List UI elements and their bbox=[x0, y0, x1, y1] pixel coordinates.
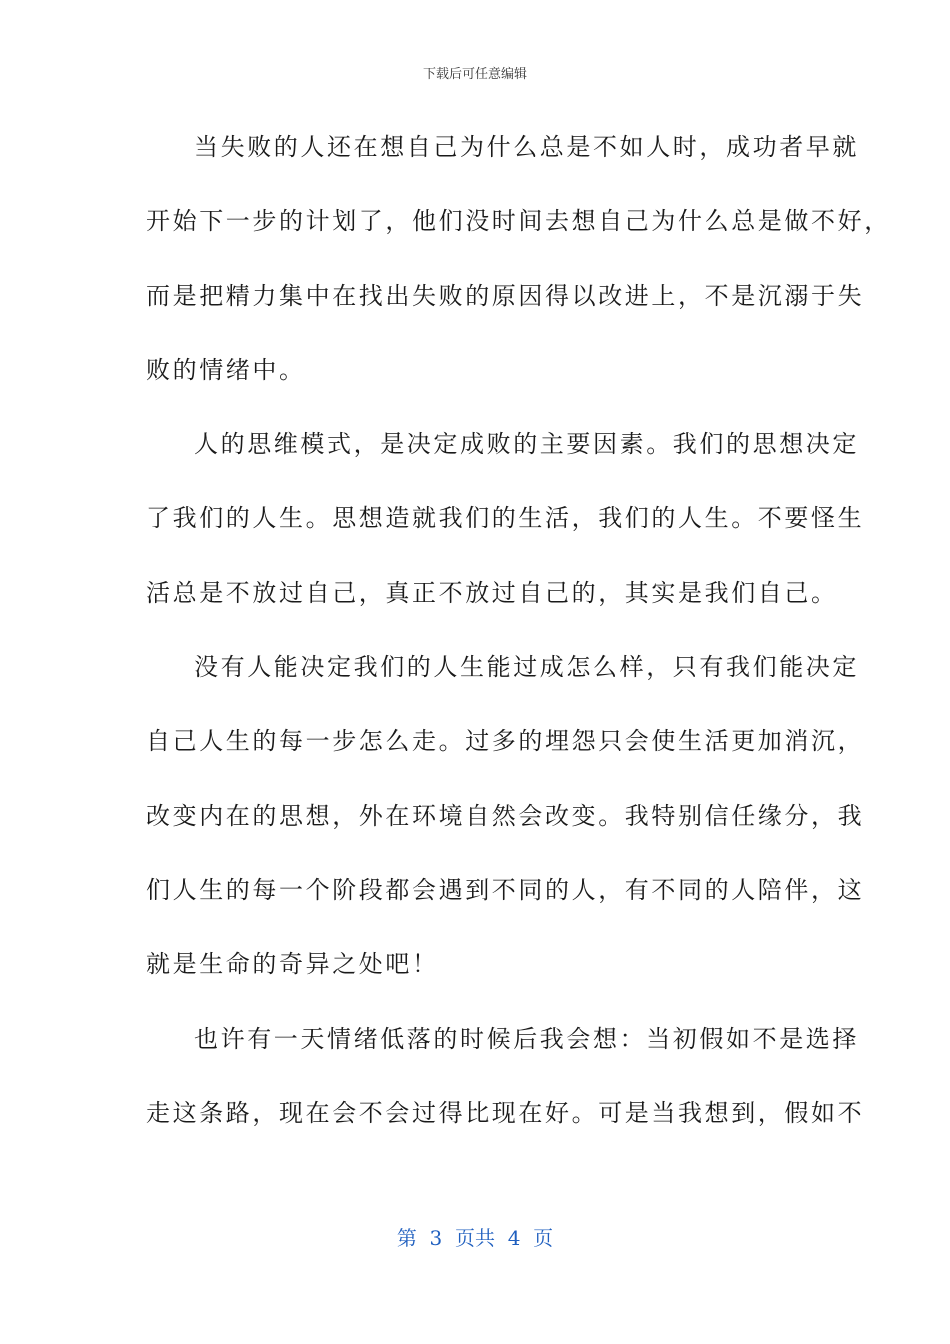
page-number-footer: 第 3 页共 4 页 bbox=[396, 1226, 554, 1250]
text-line: 而是把精力集中在找出失败的原因得以改进上，不是沉溺于失 bbox=[146, 281, 865, 310]
text-line: 自己人生的每一步怎么走。过多的埋怨只会使生活更加消沉， bbox=[146, 727, 865, 756]
text-line: 活总是不放过自己，真正不放过自己的，其实是我们自己。 bbox=[146, 578, 838, 607]
text-line: 也许有一天情绪低落的时候后我会想：当初假如不是选择 bbox=[194, 1024, 859, 1053]
text-line: 没有人能决定我们的人生能过成怎么样，只有我们能决定 bbox=[194, 653, 859, 682]
text-line: 败的情绪中。 bbox=[146, 355, 306, 384]
body-text bbox=[146, 122, 891, 1162]
text-line: 了我们的人生。思想造就我们的生活，我们的人生。不要怪生 bbox=[146, 504, 865, 533]
text-line: 们人生的每一个阶段都会遇到不同的人，有不同的人陪伴，这 bbox=[146, 875, 865, 904]
text-line: 就是生命的奇异之处吧！ bbox=[146, 950, 439, 979]
text-line: 走这条路，现在会不会过得比现在好。可是当我想到，假如不 bbox=[146, 1098, 865, 1127]
text-line: 改变内在的思想，外在环境自然会改变。我特别信任缘分，我 bbox=[146, 801, 865, 830]
text-line: 人的思维模式，是决定成败的主要因素。我们的思想决定 bbox=[194, 430, 859, 459]
text-line: 开始下一步的计划了，他们没时间去想自己为什么总是做不好， bbox=[146, 207, 891, 236]
text-line: 当失败的人还在想自己为什么总是不如人时，成功者早就 bbox=[194, 133, 859, 161]
page-header-note: 下载后可任意编辑 bbox=[422, 67, 527, 82]
